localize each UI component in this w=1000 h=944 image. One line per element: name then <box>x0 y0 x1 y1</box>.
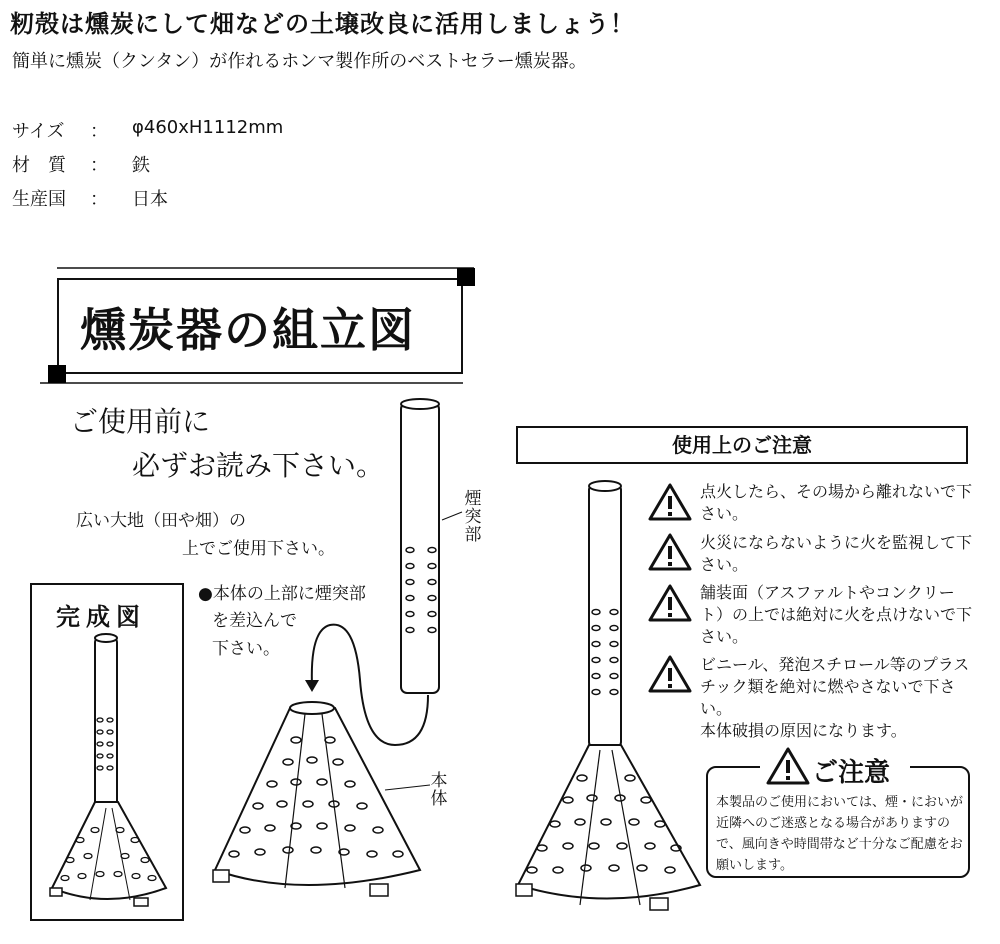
body-cone-drawing <box>213 702 430 896</box>
caution-item-3: 舗装面（アスファルトやコンクリート）の上では絶対に火を点けないで下さい。 <box>700 583 973 646</box>
spec-label-size: サイズ <box>12 121 65 142</box>
land-note-line1: 広い大地（田や畑）の <box>76 511 246 531</box>
spec-value-origin: 日本 <box>132 189 168 210</box>
headline: 籾殻は燻炭にして畑などの土壌改良に活用しましょう！ <box>10 10 635 38</box>
body-label: 本 体 <box>430 771 448 809</box>
caution-item-4: ビニール、発泡スチロール等のプラスチック類を絶対に燃やさないで下さい。 本体破損の原因になります。 <box>700 655 970 740</box>
completed-view-box <box>30 583 184 921</box>
completed-view-title: 完成図 <box>56 603 146 631</box>
caution-header: 使用上のご注意 <box>672 433 812 457</box>
spec-label-material: 材 質 <box>12 155 66 176</box>
notice-text: 本製品のご使用においては、煙・においが近隣へのご迷惑となる場合がありますので、風向きや時間帯など十分なご配慮をお願いします。 <box>716 795 964 873</box>
chimney-label: 煙 突 部 <box>464 489 482 545</box>
spec-value-size: φ460xH1112mm <box>132 117 284 138</box>
insert-note-line2: を差込んで <box>212 611 297 631</box>
insert-note-line1: ●本体の上部に煙突部 <box>198 584 366 604</box>
spec-label-origin: 生産国 <box>12 189 66 210</box>
corner-marker <box>48 365 66 383</box>
spec-colon: ： <box>90 155 108 176</box>
spec-colon: ： <box>90 121 108 142</box>
corner-marker <box>457 268 475 286</box>
caution-item-1: 点火したら、その場から離れないで下さい。 <box>700 482 973 523</box>
diagram-title: 燻炭器の組立図 <box>80 303 416 357</box>
spec-value-material: 鉄 <box>132 155 150 176</box>
land-note-line2: 上でご使用下さい。 <box>182 539 335 559</box>
notice-title: ご注意 <box>812 758 891 788</box>
spec-colon: ： <box>90 189 108 210</box>
caution-item-2: 火災にならないように火を監視して下さい。 <box>700 533 973 574</box>
subline: 簡単に燻炭（クンタン）が作れるホンマ製作所のベストセラー燻炭器。 <box>12 51 587 72</box>
read-before-use-line1: ご使用前に <box>70 405 211 438</box>
read-before-use-line2: 必ずお読み下さい。 <box>132 449 385 482</box>
chimney-drawing <box>401 399 462 693</box>
insert-note-line3: 下さい。 <box>212 639 280 659</box>
